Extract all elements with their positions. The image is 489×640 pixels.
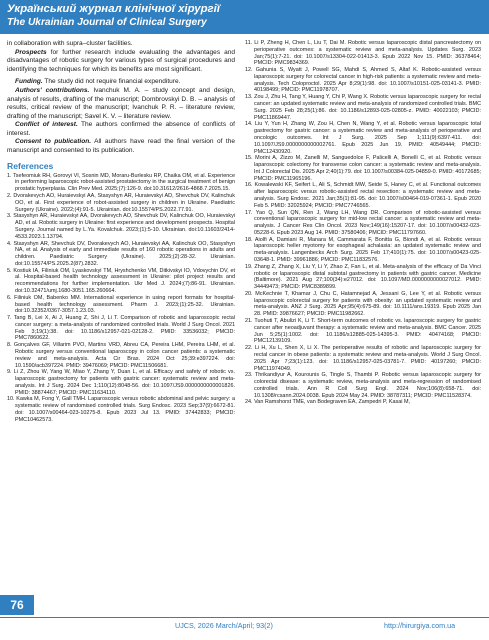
prospects-label: Prospects (15, 48, 47, 56)
reference-item: 9. Li Z, Zhou W, Yang W, Miao Y, Zhang Y, Duan L, et al. Efficacy and safety of robotic vs. laparoscopic gastrectomy for patients with gastric cancer: systematic review and meta-analysis. Int J Surg. 2024 Dec 1;110(12):8048-56. doi: 10.1097/JS9.0000000000001826. PMID: 38874467; PMCID: PMC11634110. (7, 369, 235, 396)
conflict-of-interest-paragraph (7, 121, 235, 138)
authors-contributions-paragraph (7, 87, 235, 121)
right-column (245, 40, 481, 406)
consent-text: All authors have read the final version of the manuscript and consented to its publication. (7, 138, 235, 154)
left-column (7, 40, 235, 424)
funding-label: Funding. (15, 78, 43, 86)
reference-list-left (7, 173, 235, 424)
footer-divider (0, 617, 489, 618)
reference-item: 3. Stasyshyn AR, Huraievskyi AA, Dvorakevych AO, Shevchuk DV, Kalinchuk OO, Huraievskyi AD, et al. Robotic surgery in Ukraine: first experience and development prospects. Hospital Surgery. Journal named by L.Ya. Kovalchuk. 2023;(1):5-10. Ukrainian. doi:10.11603/2414-4533.2023.1.13794. (7, 213, 235, 240)
reference-item: 17. Yao Q, Sun QN, Ren J, Wang LH, Wang DR. Comparison of robotic-assisted versus conventional laparoscopic surgery for mid-low rectal cancer: a systematic review and meta-analysis. J Cancer Res Clin Oncol. 2023 Nov;149(16):15207-17. doi: 10.1007/s00432-023-05228-6. Epub 2023 Aug 14. PMID: 37580406; PMCID: PMC11797660. (245, 209, 481, 236)
reference-item: 2. Dvorakevych AO, Huraievskyi AA, Stasyshyn AR, Huraievskyi AD, Shevchuk DV, Kalinchuk OO, et al. First experience of robot-assisted surgery in children in Ukraine. Paediatric Surgery (Ukraine). 2022;(4):91-5. Ukrainian. doi:10.15574/PS.2022.77.91. (7, 193, 235, 213)
reference-item: 6. Filiniuk OM, Babenko MM. International experience in using report formats for hospital-based health technology assessment. Pharm J. 2023;(1):25-32. Ukrainian. doi:10.32352/0367-3057.1.23.03. (7, 294, 235, 315)
reference-item: 23. Thrikandiyur A, Kourounis G, Tingle S, Thambi P. Robotic versus laparoscopic surgery for colorectal disease: a systematic review, meta-analysis and meta-regression of randomised controlled trials. Ann R Coll Surg Engl. 2024 Nov;106(8):658-71. doi: 10.1308/rcsann.2024.0038. Epub 2024 May 24. PMID: 38787311; PMCID: PMC11528374. (245, 372, 481, 399)
reference-item: 15. Morini A, Zizzo M, Zanelli M, Sanguedolce F, Palicelli A, Bonelli C, et al. Robotic versus laparoscopic colectomy for transverse colon cancer: a systematic review and meta-analysis. Int J Colorectal Dis. 2025 Apr 2;40(1):79. doi: 10.1007/s00384-025-04859-0. PMID: 40172685; PMCID: PMC11965196. (245, 155, 482, 182)
reference-list-right (245, 40, 481, 406)
reference-item: 18. Aiolfi A, Damiani R, Manara M, Cammarata F, Bonitta G, Biondi A, et al. Robotic versus laparoscopic heller myotomy for esophageal achalasia: an updated systematic review and meta-analysis. Langenbecks Arch Surg. 2025 Feb 17;410(1):75. doi: 10.1007/s00423-025-03648-1. PMID: 39961886; PMCID: PMC11832576. (245, 236, 481, 263)
authors-contributions-text: Ivanchuk M. A. – study concept and design, analysis of results, drafting of the manuscript; Dombrovskyi D. B. – analysis of results, critical review of the manuscript; Ivanchuk P. R. – literature review, drafting of the manuscript; Savel K. V. – literature review. (7, 87, 235, 120)
reference-item: 14. Liu Y, Yun H, Zhang W, Zou H, Chen N, Wang Y, et al. Robotic versus laparoscopic total gastrectomy for gastric cancer: a systematic review and meta-analysis of perioperative and oncologic outcomes. Int J Surg. 2025 Sep 1;111(9):6397-411. doi: 10.1097/JS9.0000000000002761. Epub 2025 Jun 19. PMID: 40549444; PMCID: PMC12430920. (245, 121, 481, 155)
prospects-text: for further research include evaluating the advantages and disadvantages of robotic surgery for various types of surgical procedures and identifying the techniques for which its benefits are most significant. (7, 48, 235, 73)
conflict-of-interest-text: The authors confirmed the absence of conflicts of interest. (7, 121, 235, 137)
reference-item: 19. Zhang Z, Zhang X, Liu Y, Li Y, Zhao Z, Fan L, et al. Meta-analysis of the efficacy of Da Vinci robotic or laparoscopic distal subtotal gastrectomy in patients with gastric cancer. Medicine (Baltimore). 2021 Aug 27;100(34):e27012. doi: 10.1097/MD.0000000000027012. PMID: 34449473; PMCID: PMC8389899. (245, 263, 481, 291)
reference-item: 21. Tuohuti T, Abulizi K, Li T. Short-term outcomes of robotic vs. laparoscopic surgery for gastric cancer after neoadjuvant therapy: a systematic review and meta-analysis. BMC Cancer. 2025 Jun 5;25(1):1002. doi: 10.1186/s12885-025-14395-3. PMID: 40474168; PMCID: PMC12139109. (245, 318, 481, 345)
journal-url-link[interactable]: http://hirurgiya.com.ua (384, 621, 456, 630)
consent-label: Consent to publication. (15, 138, 92, 146)
reference-item: 12. Gahunia S, Wyatt J, Powell SG, Mahdi S, Ahmed S, Altaf K. Robotic-assisted versus laparoscopic surgery for colorectal cancer in high-risk patients: a systematic review and meta-analysis. Tech Coloproctol. 2025 Apr 8;29(1):98. doi: 10.1007/s10151-025-03141-3. PMID: 40198499; PMCID: PMC11978707. (245, 67, 481, 94)
reference-item: 13. Zou J, Zhu H, Tang Y, Huang Y, Chi P, Wang X. Robotic versus laparoscopic surgery for rectal cancer: an updated systematic review and meta-analysis of randomized controlled trials. BMC Surg. 2025 Feb 28;25(1):86. doi: 10.1186/s12893-025-02805-z. PMID: 40022103; PMCID: PMC11869447. (245, 94, 481, 121)
reference-item: 8. Gonçalves GF, Villarim PVO, Martins VRD, Abreu CA, Pereira LHM, Pereira LHM, et al. Robotic surgery versus conventional laparoscopy in colon cancer patients: a systematic review and meta-analysis. Acta Cir Bras. 2024 Oct 25;39:e397224. doi: 10.1590/acb397224. PMID: 39476069; PMCID: PMC11506681. (7, 342, 235, 369)
reference-item: 1. Tsefeomiuk RH, Gorovyi VI, Sosnin MD, Moraru-Burlesku RP, Chaika OM, et al. Experience in performing laparoscopic robot-assisted prostatectomy in the surgical treatment of benign prostatic hyperplasia. Clin Prev Med. 2025;(7):126-9. doi:10.31612/2616-4868.7.2025.15. (7, 172, 235, 193)
reference-item: 11. Li P, Zheng H, Chen L, Liu T, Dai M. Robotic versus laparoscopic distal pancreatectomy on perioperative outcomes: a systematic review and meta-analysis. Updates Surg. 2023 Jan;75(1):7-21. doi: 10.1007/s13304-022-01413-3. Epub 2022 Nov 15. PMID: 36378464; PMCID: PMC9834369. (245, 40, 481, 67)
prospects-paragraph (7, 49, 235, 75)
reference-item: 16. Kowalewski KF, Seifert L, Ali S, Schmidt MW, Seide S, Haney C, et al. Functional outcomes after laparoscopic versus robotic-assisted rectal resection: a systematic review and meta-analysis. Surg Endosc. 2021 Jan;35(1):81-95. doi: 10.1007/s00464-019-07361-1. Epub 2020 Feb 5. PMID: 32025924; PMCID: PMC7746565. (245, 182, 481, 209)
reference-item: 22. Li H, Xu L, Shen X, Li X. The perioperative results of robotic and laparoscopic surgery for rectal cancer in obese patients: a systematic review and meta-analysis. World J Surg Oncol. 2025 Apr 7;23(1):123. doi: 10.1186/s12957-025-03781-7. PMID: 40197260; PMCID: PMC11974049. (245, 345, 481, 372)
reference-item: 10. Kawka M, Fong Y, Gall TMH. Laparoscopic versus robotic abdominal and pelvic surgery: a systematic review of randomised controlled trials. Surg Endosc. 2023 Sep;37(9):6672-81. doi: 10.1007/s00464-023-10275-8. Epub 2023 Jul 13. PMID: 37442833; PMCID: PMC10462573. (7, 396, 235, 423)
funding-paragraph (7, 78, 235, 87)
consent-paragraph (7, 138, 235, 155)
reference-item: 7. Tang B, Lei X, Ai J, Huang Z, Shi J, Li T. Comparison of robotic and laparoscopic rectal cancer surgery: a meta-analysis of randomized controlled trials. World J Surg Oncol. 2021 Feb 3;19(1):38. doi: 10.1186/s12957-021-02128-2. PMID: 33536032; PMCID: PMC7860622. (7, 315, 235, 342)
reference-item: 20. McKechnie T, Khamar J, Chu C, Hatamnejad A, Jessani G, Lee Y, et al. Robotic versus laparoscopic colorectal surgery for patients with obesity: an updated systematic review and meta-analysis. ANZ J Surg. 2025 Apr;95(4):675-89. doi: 10.1111/ans.19319. Epub 2025 Jan 28. PMID: 39876627; PMCID: PMC11982662. (245, 290, 481, 318)
reference-item: 24. Van Ramshorst TME, van Bodegraven EA, Zampedri P, Kasai M, (245, 399, 411, 406)
body-paragraph: in collaboration with supra–cluster facilities. (7, 40, 133, 47)
reference-item: 5. Kostiuk IA, Filiniuk OM, Lyaskovskyi TM, Hryshchenko VM, Ditkivskyi IO, Vdovychin DV, et al. Hospital-based health technology assessment in Ukraine: pilot project results and recommendations for further implementation. Ukr Med J. 2024;(7):86-91. Ukrainian. doi:10.32471/umj.1680-3051.165.260664. (7, 267, 235, 294)
journal-header (0, 0, 489, 34)
references-heading: References (7, 160, 54, 171)
page-number: 76 (0, 595, 34, 615)
journal-citation: UJCS, 2026 March/April; 93(2) (175, 621, 273, 630)
funding-text: The study did not require financial expenditure. (42, 78, 181, 86)
journal-title-english: The Ukrainian Journal of Clinical Surgery (7, 17, 207, 28)
authors-contributions-label: Authors' contributions. (15, 87, 90, 95)
journal-title-ukrainian: Український журнал клінічної хірургії (7, 3, 220, 15)
reference-item: 4. Stasyshyn AR, Shevchuk DV, Dvorakevych AO, Huraievskyi AA, Kalinchuk OO, Stasyshyn NA, et al. Analysis of early and immediate results of 160 robotic operations in adults and children. Paediatric Surgery (Ukraine). 2025;(2):28-32. Ukrainian. doi:10.15574/PS.2025.2(87).2832. (7, 240, 235, 267)
conflict-of-interest-label: Conflict of interest. (15, 121, 78, 129)
